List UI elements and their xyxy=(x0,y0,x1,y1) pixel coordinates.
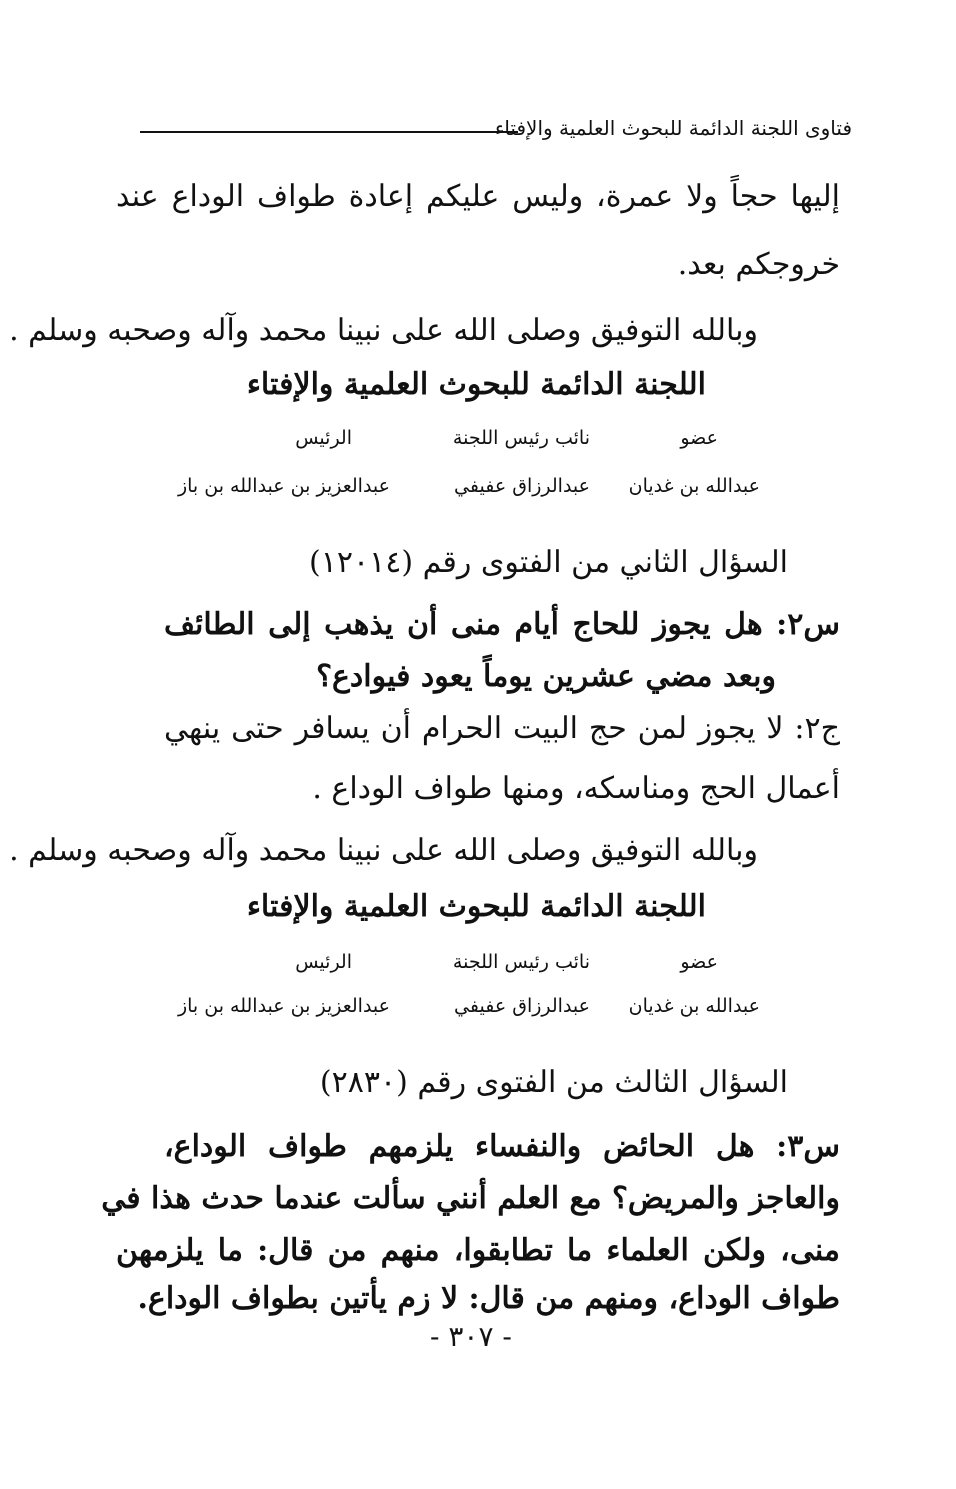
paragraph-line: إليها حجاً ولا عمرة، وليس عليكم إعادة طواف الوداع عند xyxy=(116,179,840,214)
paragraph-line: خروجكم بعد. xyxy=(677,247,840,282)
question-line: وبعد مضي عشرين يوماً يعود فيوادع؟ xyxy=(316,659,776,694)
name-member: عبدالله بن غديان xyxy=(628,475,760,497)
role-deputy: نائب رئيس اللجنة xyxy=(452,427,590,449)
name-deputy: عبدالرزاق عفيفي xyxy=(454,475,590,497)
question-line: طواف الوداع، ومنهم من قال: لا زم يأتين بطواف الوداع. xyxy=(137,1281,840,1316)
page-number: - ٣٠٧ - xyxy=(430,1320,512,1353)
name-chair: عبدالعزيز بن عبدالله بن باز xyxy=(177,995,390,1017)
role-deputy: نائب رئيس اللجنة xyxy=(452,951,590,973)
header-title: فتاوى اللجنة الدائمة للبحوث العلمية والإفتاء xyxy=(494,116,852,140)
role-member: عضو xyxy=(680,951,718,973)
header-rule xyxy=(140,131,518,133)
name-member: عبدالله بن غديان xyxy=(628,995,760,1017)
question-line: والعاجز والمريض؟ مع العلم أنني سألت عندما حدث هذا في xyxy=(101,1181,840,1216)
question-line: س٢: هل يجوز للحاج أيام منى أن يذهب إلى الطائف xyxy=(164,607,840,642)
committee-title: اللجنة الدائمة للبحوث العلمية والإفتاء xyxy=(246,889,706,924)
role-member: عضو xyxy=(680,427,718,449)
committee-title: اللجنة الدائمة للبحوث العلمية والإفتاء xyxy=(246,367,706,402)
role-chair: الرئيس xyxy=(295,951,352,973)
name-deputy: عبدالرزاق عفيفي xyxy=(454,995,590,1017)
question-line: س٣: هل الحائض والنفساء يلزمهم طواف الوداع، xyxy=(164,1129,840,1164)
question-line: منى، ولكن العلماء ما تطابقوا، منهم من قال: ما يلزمهن xyxy=(116,1233,840,1268)
answer-line: ج٢: لا يجوز لمن حج البيت الحرام أن يسافر حتى ينهي xyxy=(164,711,840,746)
question-heading: السؤال الثاني من الفتوى رقم (١٢٠١٤) xyxy=(309,545,788,580)
role-chair: الرئيس xyxy=(295,427,352,449)
name-chair: عبدالعزيز بن عبدالله بن باز xyxy=(177,475,390,497)
closing-line: وبالله التوفيق وصلى الله على نبينا محمد وآله وصحبه وسلم . xyxy=(9,313,758,348)
answer-line: أعمال الحج ومناسكه، ومنها طواف الوداع . xyxy=(312,771,840,806)
running-header xyxy=(140,112,852,152)
question-heading: السؤال الثالث من الفتوى رقم (٢٨٣٠) xyxy=(319,1065,788,1100)
closing-line: وبالله التوفيق وصلى الله على نبينا محمد وآله وصحبه وسلم . xyxy=(9,833,758,868)
